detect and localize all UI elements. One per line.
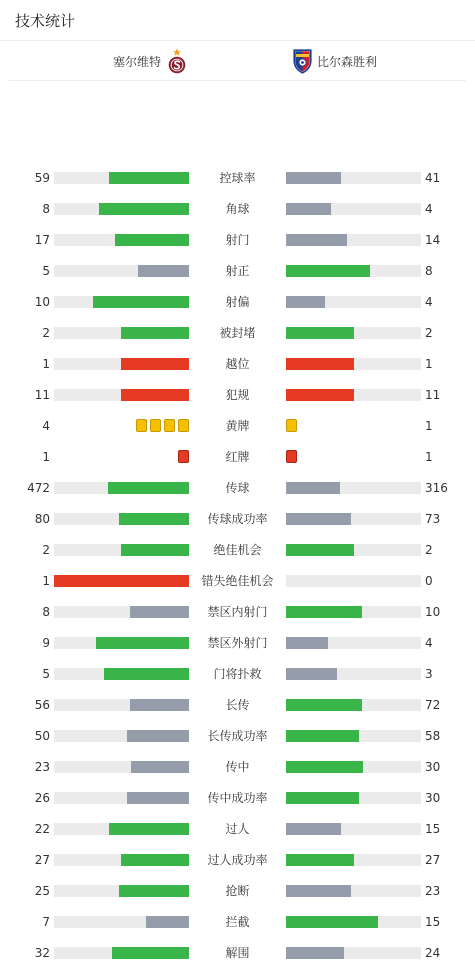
home-bar-fill (108, 482, 189, 494)
home-bar-fill (146, 916, 189, 928)
away-value: 11 (425, 388, 441, 402)
stat-label: 过人成功率 (207, 853, 268, 867)
away-value: 30 (425, 760, 441, 774)
home-value: 25 (34, 884, 50, 898)
home-bar-track (54, 544, 189, 556)
away-bar-track (286, 265, 421, 277)
stat-row (0, 256, 475, 287)
stat-row (0, 194, 475, 225)
stat-row (0, 287, 475, 318)
away-value: 1 (425, 419, 433, 433)
away-bar-track (286, 358, 421, 370)
away-bar-fill (286, 854, 354, 866)
home-bar-track (54, 172, 189, 184)
home-bar-track (54, 265, 189, 277)
away-value: 41 (425, 171, 441, 185)
home-bar-fill (121, 854, 189, 866)
stat-row (0, 907, 475, 938)
stat-row (0, 566, 475, 597)
stat-row (0, 814, 475, 845)
away-value: 24 (425, 946, 441, 960)
away-bar-fill (286, 823, 341, 835)
stat-label: 控球率 (219, 171, 256, 185)
away-bar-track (286, 637, 421, 649)
home-value: 80 (34, 512, 50, 526)
home-value: 59 (34, 171, 50, 185)
away-bar-fill (286, 637, 328, 649)
away-bar-fill (286, 544, 354, 556)
away-value: 30 (425, 791, 441, 805)
away-bar-track (286, 544, 421, 556)
away-bar-fill (286, 606, 362, 618)
away-bar-fill (286, 668, 337, 680)
home-value: 27 (34, 853, 50, 867)
away-bar-track (286, 730, 421, 742)
away-bar-fill (286, 885, 351, 897)
stat-row (0, 628, 475, 659)
stat-label: 错失绝佳机会 (201, 574, 274, 588)
stat-label: 过人 (225, 822, 250, 836)
away-value: 3 (425, 667, 433, 681)
away-bar-track (286, 575, 421, 587)
away-value: 0 (425, 574, 433, 588)
stat-row (0, 597, 475, 628)
stat-label: 解围 (225, 946, 250, 960)
away-team[interactable] (293, 41, 377, 81)
away-bar-fill (286, 513, 351, 525)
away-bar-track (286, 482, 421, 494)
away-value: 14 (425, 233, 441, 247)
stat-label: 角球 (225, 202, 250, 216)
away-bar-fill (286, 699, 362, 711)
stat-row (0, 721, 475, 752)
away-value: 1 (425, 450, 433, 464)
home-value: 8 (42, 605, 50, 619)
away-value: 10 (425, 605, 441, 619)
stat-label: 黄牌 (225, 419, 250, 433)
stat-label: 传球 (225, 481, 250, 495)
away-bar-track (286, 296, 421, 308)
stat-label: 禁区内射门 (207, 605, 268, 619)
home-bar-fill (54, 575, 189, 587)
stat-label: 射偏 (225, 295, 250, 309)
stat-label: 传中 (225, 760, 250, 774)
away-bar-fill (286, 761, 363, 773)
home-value: 1 (42, 450, 50, 464)
home-value: 9 (42, 636, 50, 650)
stat-row (0, 473, 475, 504)
stat-label: 拦截 (225, 915, 250, 929)
stat-row (0, 845, 475, 876)
away-value: 4 (425, 636, 433, 650)
home-bar-fill (121, 544, 189, 556)
home-bar-track (54, 203, 189, 215)
home-value: 2 (42, 326, 50, 340)
stat-row (0, 783, 475, 814)
home-cards (178, 450, 189, 463)
stat-label: 射门 (225, 233, 250, 247)
stat-label: 传球成功率 (207, 512, 268, 526)
yellow-card-icon (136, 419, 147, 432)
away-cards (286, 450, 297, 463)
away-value: 4 (425, 295, 433, 309)
away-bar-track (286, 761, 421, 773)
home-value: 22 (34, 822, 50, 836)
home-bar-fill (112, 947, 189, 959)
stat-label: 长传成功率 (207, 729, 268, 743)
away-bar-track (286, 699, 421, 711)
away-bar-fill (286, 482, 340, 494)
home-value: 4 (42, 419, 50, 433)
header (0, 0, 475, 41)
home-bar-track (54, 854, 189, 866)
away-bar-track (286, 327, 421, 339)
away-bar-fill (286, 296, 325, 308)
away-bar-fill (286, 358, 354, 370)
away-bar-fill (286, 172, 341, 184)
home-bar-fill (109, 172, 189, 184)
stat-row (0, 938, 475, 969)
home-bar-fill (121, 389, 189, 401)
home-team-name: 塞尔维特 (112, 54, 161, 69)
stat-row (0, 318, 475, 349)
away-bar-fill (286, 234, 347, 246)
stat-label: 绝佳机会 (213, 543, 262, 557)
home-bar-fill (119, 885, 189, 897)
stat-row (0, 504, 475, 535)
away-value: 2 (425, 543, 433, 557)
away-bar-fill (286, 947, 344, 959)
home-bar-fill (93, 296, 189, 308)
home-value: 17 (34, 233, 50, 247)
home-bar-fill (109, 823, 189, 835)
stat-label: 越位 (225, 357, 250, 371)
home-bar-fill (130, 699, 189, 711)
home-value: 50 (34, 729, 50, 743)
away-bar-track (286, 203, 421, 215)
home-value: 11 (34, 388, 50, 402)
away-bar-track (286, 792, 421, 804)
away-value: 4 (425, 202, 433, 216)
home-bar-track (54, 823, 189, 835)
away-bar-track (286, 947, 421, 959)
home-value: 1 (42, 574, 50, 588)
away-bar-fill (286, 327, 354, 339)
home-value: 8 (42, 202, 50, 216)
away-value: 316 (425, 481, 448, 495)
away-bar-track (286, 513, 421, 525)
teams-header (9, 41, 466, 81)
home-cards (136, 419, 189, 432)
home-bar-fill (121, 327, 189, 339)
home-team-crest-icon (167, 48, 187, 74)
yellow-card-icon (178, 419, 189, 432)
red-card-icon (178, 450, 189, 463)
away-bar-track (286, 854, 421, 866)
page-title: 技术统计 (15, 11, 76, 30)
away-team-name: 比尔森胜利 (317, 54, 378, 69)
stat-label: 射正 (225, 264, 250, 278)
home-bar-fill (115, 234, 189, 246)
home-bar-track (54, 358, 189, 370)
home-bar-track (54, 606, 189, 618)
stat-row (0, 876, 475, 907)
red-card-icon (286, 450, 297, 463)
home-bar-fill (127, 792, 189, 804)
home-bar-track (54, 730, 189, 742)
home-bar-fill (96, 637, 189, 649)
home-value: 10 (34, 295, 50, 309)
home-bar-track (54, 389, 189, 401)
away-bar-fill (286, 389, 354, 401)
away-bar-track (286, 172, 421, 184)
yellow-card-icon (286, 419, 297, 432)
away-bar-track (286, 389, 421, 401)
home-bar-fill (104, 668, 189, 680)
away-bar-fill (286, 916, 378, 928)
stat-label: 抢断 (225, 884, 250, 898)
away-value: 27 (425, 853, 441, 867)
home-bar-track (54, 327, 189, 339)
stat-row (0, 659, 475, 690)
yellow-card-icon (164, 419, 175, 432)
stat-label: 传中成功率 (207, 791, 268, 805)
away-value: 1 (425, 357, 433, 371)
away-cards (286, 419, 297, 432)
home-bar-fill (130, 606, 189, 618)
home-bar-fill (121, 358, 189, 370)
stat-label: 禁区外射门 (207, 636, 268, 650)
home-value: 56 (34, 698, 50, 712)
away-bar-track (286, 916, 421, 928)
home-value: 5 (42, 667, 50, 681)
away-value: 58 (425, 729, 441, 743)
stat-label: 长传 (225, 698, 250, 712)
away-bar-track (286, 885, 421, 897)
stat-row (0, 163, 475, 194)
stat-row (0, 225, 475, 256)
home-bar-track (54, 575, 189, 587)
home-bar-track (54, 792, 189, 804)
home-bar-track (54, 885, 189, 897)
away-bar-track (286, 234, 421, 246)
stat-row (0, 349, 475, 380)
stat-row (0, 752, 475, 783)
away-team-crest-icon (293, 49, 312, 74)
away-bar-track (286, 606, 421, 618)
home-bar-fill (131, 761, 189, 773)
home-bar-track (54, 482, 189, 494)
stat-row (0, 690, 475, 721)
home-value: 23 (34, 760, 50, 774)
home-value: 2 (42, 543, 50, 557)
home-bar-track (54, 699, 189, 711)
home-team[interactable] (113, 41, 187, 81)
home-value: 472 (27, 481, 50, 495)
away-bar-track (286, 823, 421, 835)
away-value: 8 (425, 264, 433, 278)
away-bar-fill (286, 792, 359, 804)
stat-label: 犯规 (225, 388, 250, 402)
yellow-card-icon (150, 419, 161, 432)
home-bar-fill (119, 513, 189, 525)
away-value: 15 (425, 915, 441, 929)
home-bar-track (54, 296, 189, 308)
away-value: 73 (425, 512, 441, 526)
away-bar-fill (286, 265, 370, 277)
home-bar-track (54, 513, 189, 525)
home-value: 26 (34, 791, 50, 805)
away-value: 15 (425, 822, 441, 836)
stat-row (0, 380, 475, 411)
away-value: 23 (425, 884, 441, 898)
home-value: 7 (42, 915, 50, 929)
home-bar-fill (99, 203, 189, 215)
home-bar-track (54, 234, 189, 246)
home-bar-track (54, 637, 189, 649)
stat-row (0, 411, 475, 442)
away-bar-fill (286, 203, 331, 215)
away-value: 2 (425, 326, 433, 340)
home-bar-track (54, 668, 189, 680)
home-bar-track (54, 761, 189, 773)
home-bar-fill (138, 265, 189, 277)
home-value: 5 (42, 264, 50, 278)
home-bar-fill (127, 730, 189, 742)
away-bar-fill (286, 730, 359, 742)
home-bar-track (54, 947, 189, 959)
stat-label: 被封堵 (219, 326, 256, 340)
home-bar-track (54, 916, 189, 928)
away-value: 72 (425, 698, 441, 712)
stat-label: 门将扑救 (213, 667, 262, 681)
home-value: 1 (42, 357, 50, 371)
stat-label: 红牌 (225, 450, 250, 464)
away-bar-track (286, 668, 421, 680)
home-value: 32 (34, 946, 50, 960)
stat-row (0, 535, 475, 566)
stat-row (0, 442, 475, 473)
